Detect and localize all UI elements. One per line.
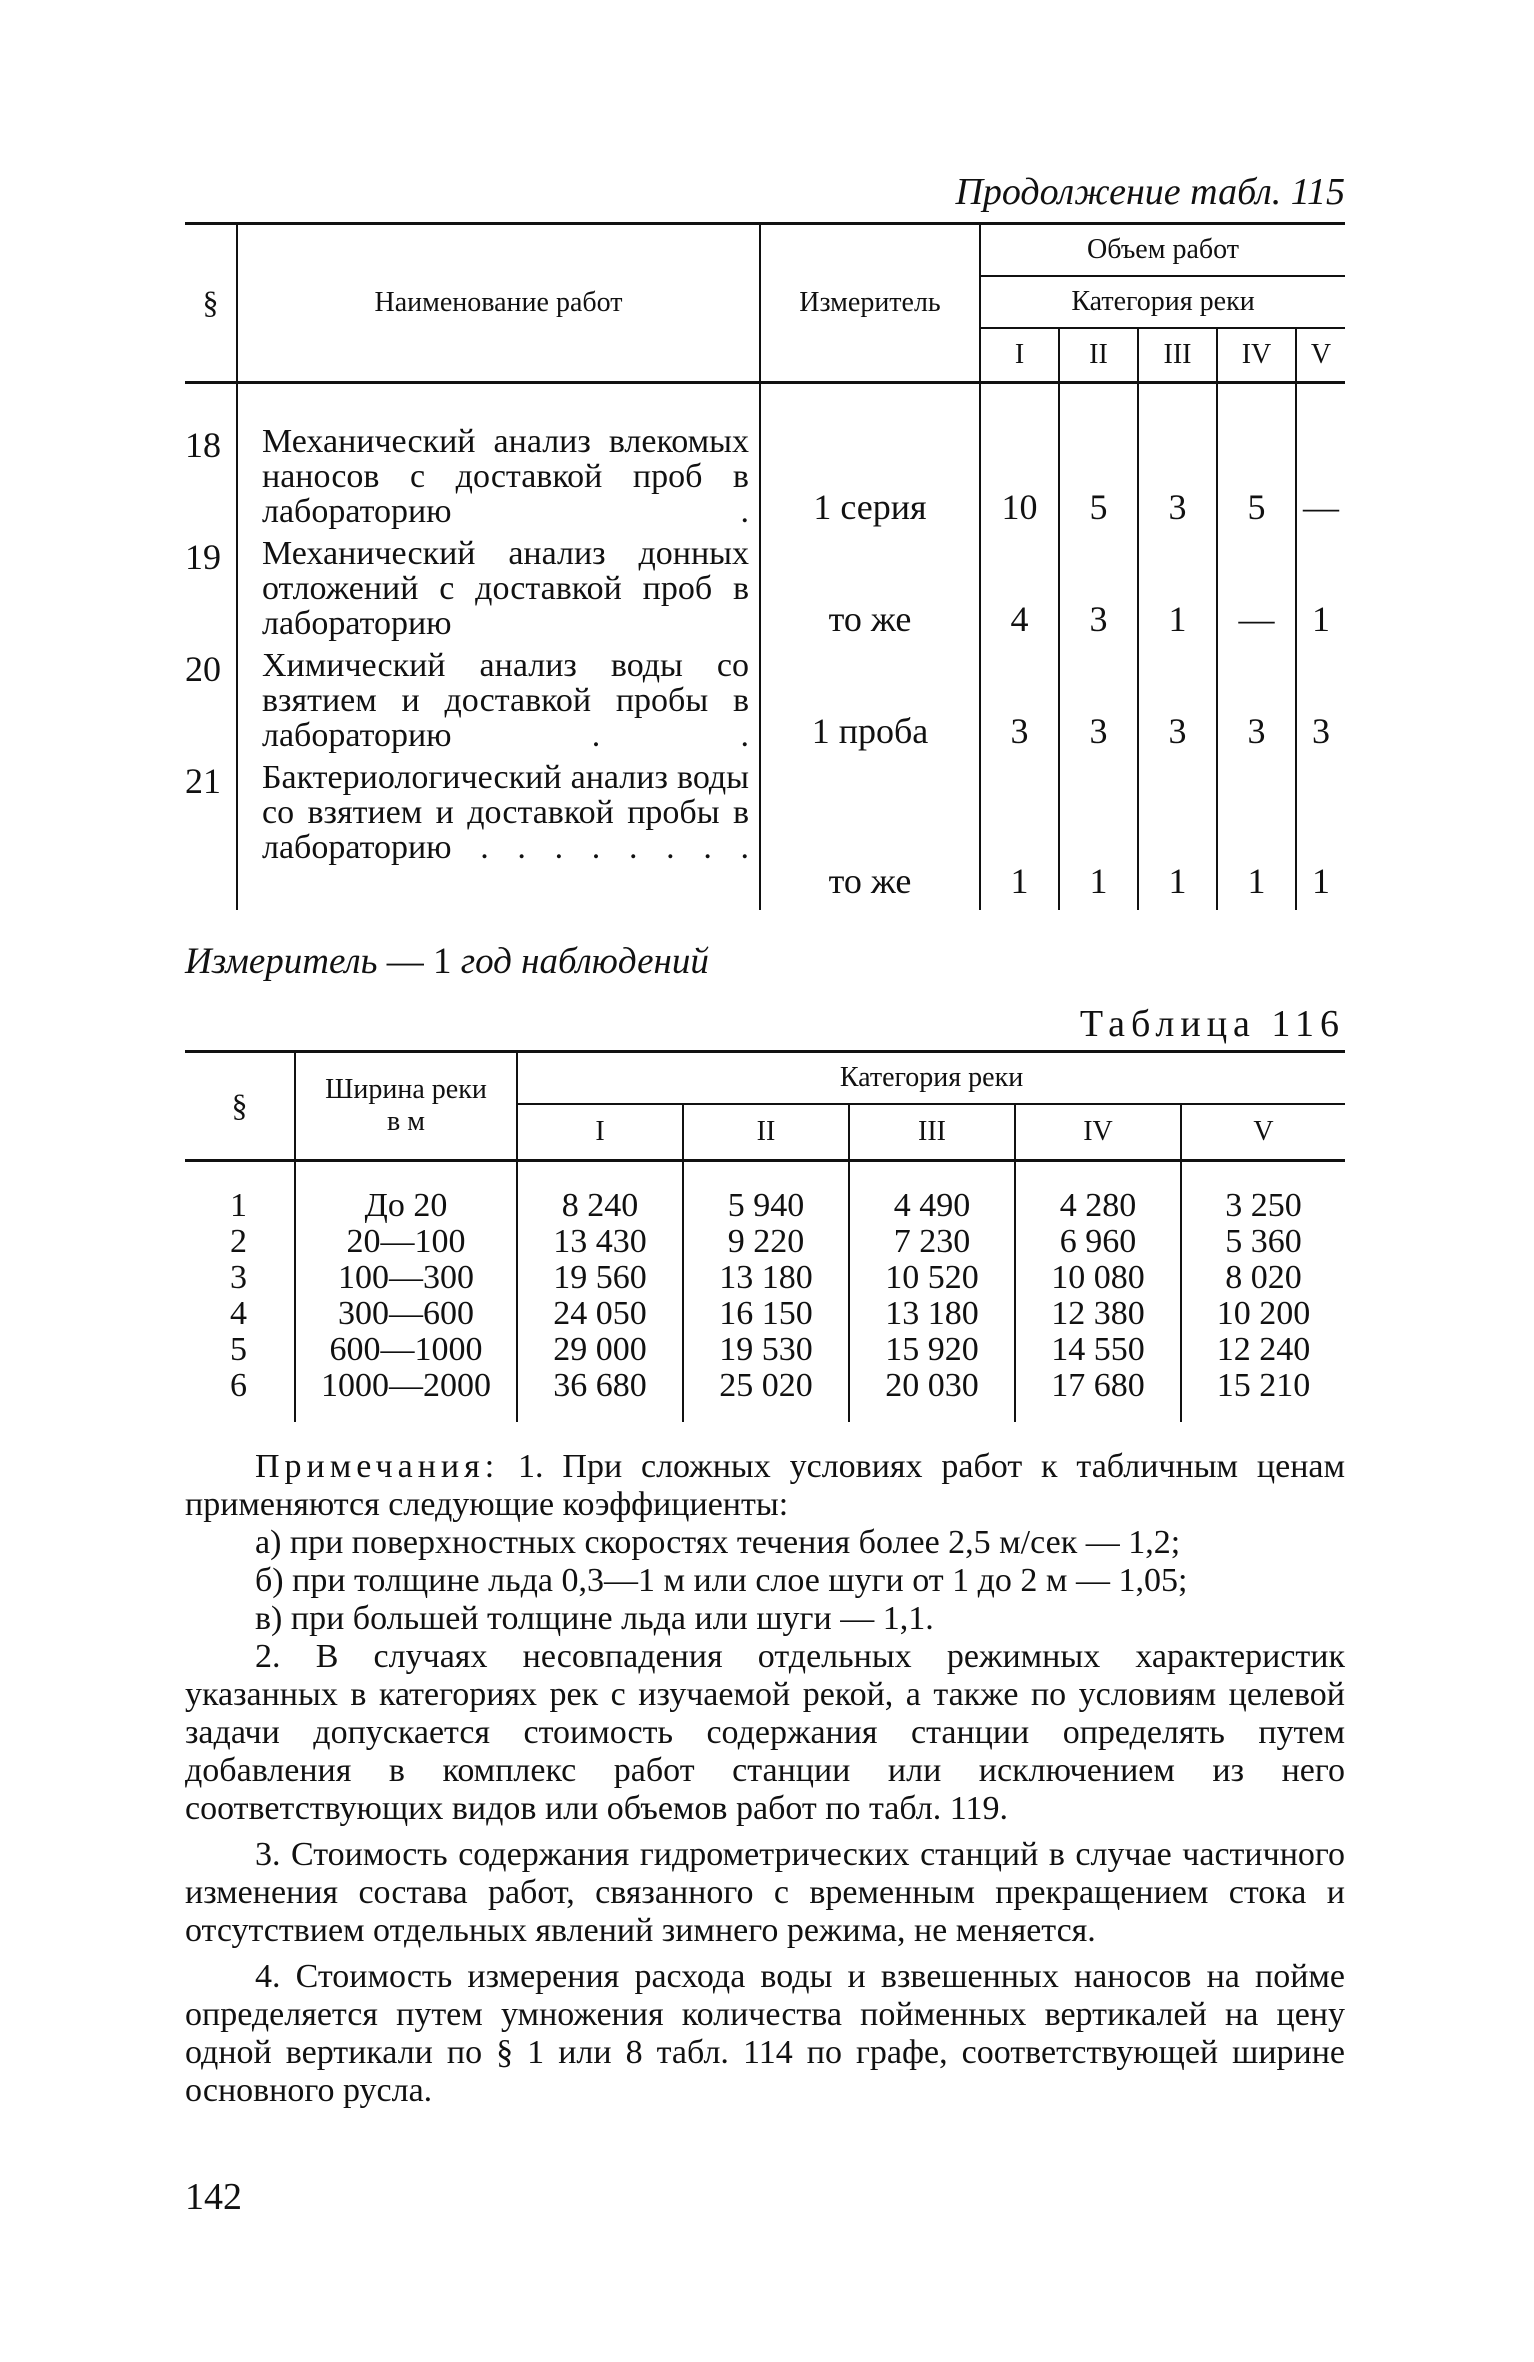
row-number: 1 <box>230 1186 247 1224</box>
row-width: 20—100 <box>295 1224 517 1260</box>
row-measure: 1 серия <box>760 382 980 536</box>
header-name: Наименование работ <box>237 224 760 383</box>
row-width: 100—300 <box>295 1260 517 1296</box>
row-value: 15 210 <box>1181 1368 1345 1422</box>
row-value: 3 <box>1059 536 1138 648</box>
row-value: 9 220 <box>683 1224 849 1260</box>
header-river-category: Категория реки <box>517 1052 1345 1105</box>
row-value: 29 000 <box>517 1332 683 1368</box>
table-row <box>185 1224 1345 1260</box>
table-row <box>185 536 1345 648</box>
header-river-category: Категория реки <box>980 276 1345 328</box>
continuation-title: Продолжение табл. 115 <box>955 171 1345 213</box>
row-value: 5 <box>1059 382 1138 536</box>
row-value: 10 200 <box>1181 1296 1345 1332</box>
row-value: 6 960 <box>1015 1224 1181 1260</box>
header-section: § <box>185 224 237 383</box>
table-116-title: Таблица 116 <box>1079 1003 1345 1045</box>
row-number: 18 <box>185 424 221 465</box>
measurer-note-prefix: Измеритель <box>185 941 378 982</box>
row-number: 6 <box>230 1366 247 1404</box>
row-value: 17 680 <box>1015 1368 1181 1422</box>
row-value: 1 <box>1296 760 1345 910</box>
row-number: 2 <box>230 1222 247 1260</box>
note-2: 2. В случаях несовпадения отдельных режимных характеристик указанных в категориях рек с изучаемой рекой, а также по условиям целевой задачи допускается стоимость содержания станции определять путем добавления в комплекс работ станции или исключением из него соответствующих видов или объемов работ по табл. 119. <box>185 1638 1345 1827</box>
row-value: 3 250 <box>1181 1160 1345 1224</box>
row-value: 25 020 <box>683 1368 849 1422</box>
row-value: 3 <box>1217 648 1296 760</box>
table-115 <box>185 222 1345 910</box>
row-value: 13 180 <box>849 1296 1015 1332</box>
row-number: 5 <box>230 1330 247 1368</box>
header-cat-4: IV <box>1015 1104 1181 1160</box>
row-number: 21 <box>185 760 221 801</box>
row-value: 1 <box>980 760 1059 910</box>
note-1-intro <box>185 1448 1345 1524</box>
row-value: 15 920 <box>849 1332 1015 1368</box>
header-section: § <box>185 1052 295 1161</box>
note-1-c: в) при большей толщине льда или шуги — 1,1. <box>255 1600 934 1637</box>
note-1-a: а) при поверхностных скоростях течения более 2,5 м/сек — 1,2; <box>255 1524 1181 1561</box>
row-value: 19 560 <box>517 1260 683 1296</box>
row-value: 5 360 <box>1181 1224 1345 1260</box>
row-value: 3 <box>1296 648 1345 760</box>
note-4: 4. Стоимость измерения расхода воды и взвешенных наносов на пойме определяется путем умножения количества пойменных вертикалей на цену одной вертикали по § 1 или 8 табл. 114 по графе, соответствующей ширине основного русла. <box>185 1958 1345 2109</box>
row-value: 7 230 <box>849 1224 1015 1260</box>
table-row <box>185 382 1345 536</box>
row-number: 19 <box>185 536 221 577</box>
header-cat-2: II <box>683 1104 849 1160</box>
header-cat-3: III <box>1138 328 1217 382</box>
row-value: 20 030 <box>849 1368 1015 1422</box>
row-value: 24 050 <box>517 1296 683 1332</box>
row-value: 1 <box>1138 536 1217 648</box>
row-name: Механический анализ донных отложений с доставкой проб в лабораторию <box>237 536 760 648</box>
row-value: 3 <box>1059 648 1138 760</box>
table-row <box>185 1260 1345 1296</box>
row-value: 16 150 <box>683 1296 849 1332</box>
notes-section <box>185 1448 1345 2110</box>
header-cat-3: III <box>849 1104 1015 1160</box>
note-1-text: 1. При сложных условиях работ к табличным ценам применяются следующие коэффициенты: <box>185 1448 1345 1523</box>
row-number: 4 <box>230 1294 247 1332</box>
row-value: 1 <box>1059 760 1138 910</box>
row-value: 12 240 <box>1181 1332 1345 1368</box>
page-number: 142 <box>185 2176 242 2218</box>
row-width: 1000—2000 <box>295 1368 517 1422</box>
measurer-note-dash: — 1 <box>386 941 452 982</box>
row-value: 10 520 <box>849 1260 1015 1296</box>
row-value: — <box>1217 536 1296 648</box>
note-1-b: б) при толщине льда 0,3—1 м или слое шуги от 1 до 2 м — 1,05; <box>255 1562 1188 1599</box>
row-value: 4 <box>980 536 1059 648</box>
row-value: 13 180 <box>683 1260 849 1296</box>
row-name: Механический анализ влекомых наносов с доставкой проб в лабораторию . <box>237 382 760 536</box>
header-cat-1: I <box>980 328 1059 382</box>
row-value: 10 080 <box>1015 1260 1181 1296</box>
row-value: 10 <box>980 382 1059 536</box>
table-row <box>185 1160 1345 1224</box>
row-value: 8 020 <box>1181 1260 1345 1296</box>
row-value: 14 550 <box>1015 1332 1181 1368</box>
row-measure: 1 проба <box>760 648 980 760</box>
row-value: 5 940 <box>683 1160 849 1224</box>
header-measure: Измеритель <box>760 224 980 383</box>
row-value: 12 380 <box>1015 1296 1181 1332</box>
row-name: Бактериологический анализ воды со взятием и доставкой пробы в лабораторию . . . . . . . . <box>237 760 760 910</box>
header-cat-1: I <box>517 1104 683 1160</box>
table-row <box>185 648 1345 760</box>
row-width: 300—600 <box>295 1296 517 1332</box>
row-value: 3 <box>1138 648 1217 760</box>
table-row <box>185 1332 1345 1368</box>
row-value: 3 <box>980 648 1059 760</box>
note-3: 3. Стоимость содержания гидрометрических станций в случае частичного изменения состава работ, связанного с временным прекращением стока и отсутствием отдельных явлений зимнего режима, не меняется. <box>185 1836 1345 1949</box>
header-volume: Объем работ <box>980 224 1345 277</box>
table-116 <box>185 1050 1345 1422</box>
header-width: Ширина реки в м <box>295 1052 517 1161</box>
row-value: 13 430 <box>517 1224 683 1260</box>
row-value: 3 <box>1138 382 1217 536</box>
header-cat-2: II <box>1059 328 1138 382</box>
measurer-note <box>185 940 709 983</box>
header-cat-5: V <box>1181 1104 1345 1160</box>
header-cat-4: IV <box>1217 328 1296 382</box>
notes-label: Примечания: <box>255 1448 500 1485</box>
row-value: 4 490 <box>849 1160 1015 1224</box>
row-number: 20 <box>185 648 221 689</box>
row-name: Химический анализ воды со взятием и доставкой пробы в лабораторию . . <box>237 648 760 760</box>
row-value: 1 <box>1296 536 1345 648</box>
row-value: 1 <box>1138 760 1217 910</box>
row-measure: то же <box>760 536 980 648</box>
table-row <box>185 760 1345 910</box>
table-row <box>185 1296 1345 1332</box>
row-value: 8 240 <box>517 1160 683 1224</box>
row-value: — <box>1296 382 1345 536</box>
row-value: 1 <box>1217 760 1296 910</box>
measurer-note-suffix: год наблюдений <box>460 941 709 982</box>
header-cat-5: V <box>1296 328 1345 382</box>
row-value: 4 280 <box>1015 1160 1181 1224</box>
row-number: 3 <box>230 1258 247 1296</box>
table-row <box>185 1368 1345 1422</box>
row-measure: то же <box>760 760 980 910</box>
row-value: 19 530 <box>683 1332 849 1368</box>
row-value: 36 680 <box>517 1368 683 1422</box>
row-width: До 20 <box>295 1160 517 1224</box>
row-value: 5 <box>1217 382 1296 536</box>
document-page <box>185 0 1345 2362</box>
row-width: 600—1000 <box>295 1332 517 1368</box>
